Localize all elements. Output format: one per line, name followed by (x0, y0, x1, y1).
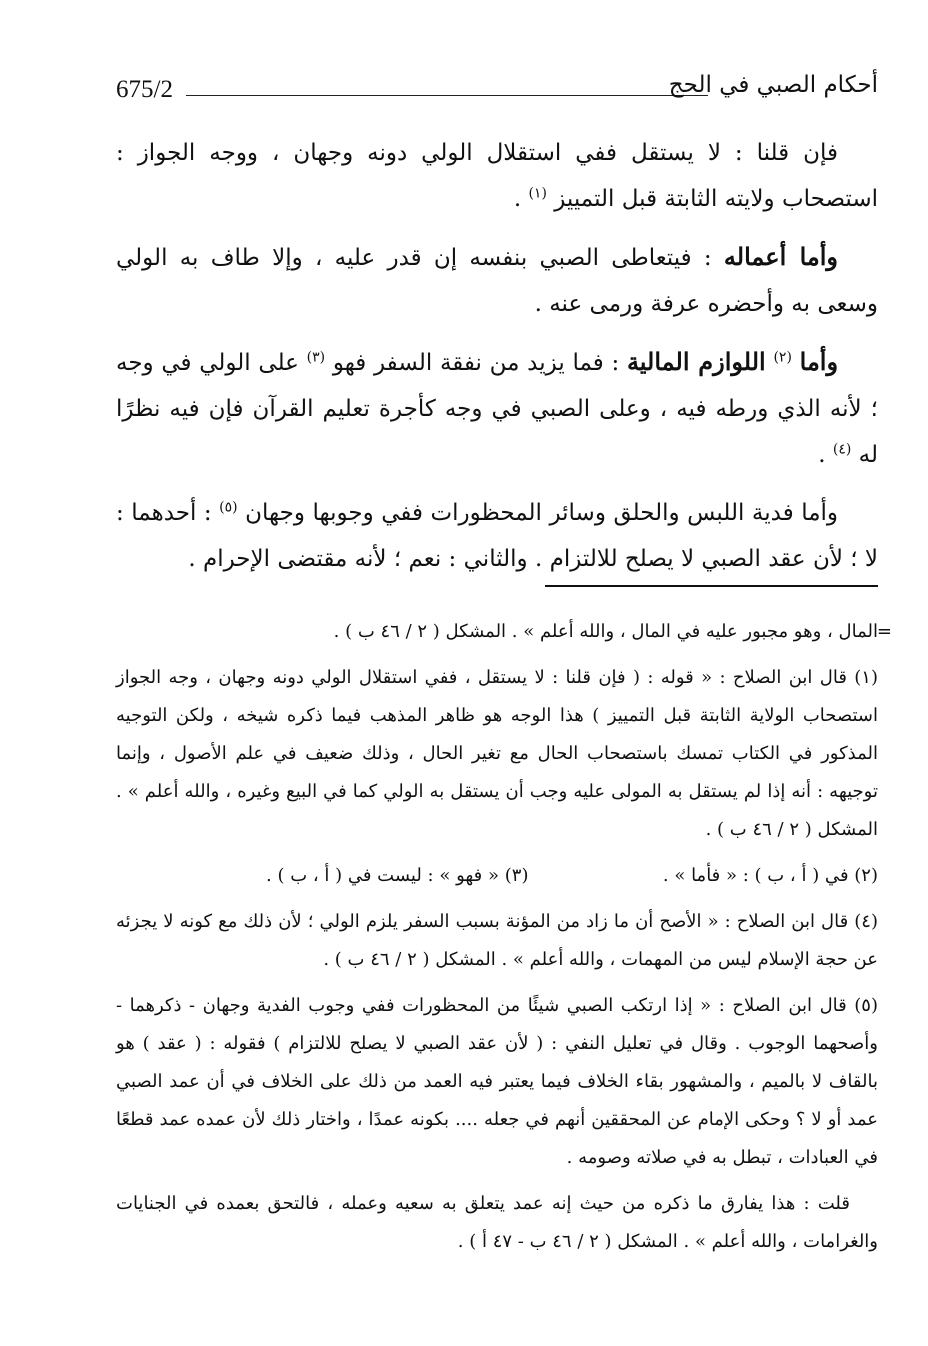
footnote-5: (٥) قال ابن الصلاح : « إذا ارتكب الصبي شيئًا من المحظورات ففي وجوب الفدية وجهان - ذكرهما - وأصحهما الوجوب . وقال في تعليل النفي : ( لأن عقد الصبي لا يصلح للالتزام ) فقوله : ( عقد ) هو بالقاف لا بالميم ، والمشهور بقاء الخلاف فيما يعتبر فيه العمد من ذلك على الخلاف في أن عمد الصبي عمد أو لا ؟ وحكى الإمام عن المحققين أنهم في جعله .... بكونه عمدًا ، واختار ذلك لأن عمده عمد قطعًا في العبادات ، تبطل به في صلاته وصومه . (116, 995, 878, 1168)
paragraph-2-heading: وأما أعماله (723, 242, 838, 271)
footnote-ref-2: (٢) (773, 349, 792, 366)
paragraph-2-text: : فيتعاطى الصبي بنفسه إن قدر عليه ، وإلا طاف به الولي وسعى به وأحضره عرفة ورمى عنه . (116, 245, 878, 317)
footnotes-2-3 (116, 857, 878, 895)
footnote-4: (٤) قال ابن الصلاح : « الأصح أن ما زاد من المؤنة بسبب السفر يلزم الولي ؛ لأن ذلك مع كونه لا يجزئه عن حجة الإسلام ليس من المهمات ، والله أعلم » . المشكل ( ٢ / ٤٦ ب ) . (116, 911, 878, 970)
footnote-3: (٣) « فهو » : ليست في ( أ ، ب ) . (266, 865, 529, 886)
chapter-title: أحكام الصبي في الحج (668, 72, 878, 98)
footnote-ref-5: (٥) (219, 499, 238, 516)
footnotes (116, 613, 892, 1269)
footnote-ref-3: (٣) (306, 349, 326, 366)
paragraph-4-text-b: : أحدهما : لا ؛ لأن عقد الصبي لا يصلح للالتزام . والثاني : نعم ؛ لأنه مقتضى الإحرام . (116, 500, 878, 572)
paragraph-1 (116, 130, 878, 222)
paragraph-4 (116, 490, 878, 582)
footnote-ref-4: (٤) (832, 441, 852, 458)
continuation-marker: = (876, 621, 892, 642)
footnote-2: (٢) في ( أ ، ب ) : « فأما » . (662, 865, 878, 886)
paragraph-3-text-b: على الولي في وجه ؛ لأنه الذي ورطه فيه ، وعلى الصبي في وجه كأجرة تعليم القرآن فإن فيه نظرًا له (116, 350, 878, 468)
paragraph-1-end: . (513, 186, 522, 212)
paragraph-4-text-a: وأما فدية اللبس والحلق وسائر المحظورات ففي وجوبها وجهان (245, 500, 839, 526)
footnote-separator (545, 585, 878, 587)
running-header (116, 70, 878, 110)
paragraph-3-end: . (818, 442, 826, 468)
paragraph-3-text-a: : فما يزيد من نفقة السفر فهو (332, 350, 620, 376)
paragraph-3 (116, 339, 878, 478)
main-text (116, 130, 878, 594)
paragraph-1-text: فإن قلنا : لا يستقل ففي استقلال الولي دونه وجهان ، ووجه الجواز : استصحاب ولايته الثابتة قبل التمييز (116, 140, 878, 212)
footnote-5-note: قلت : هذا يفارق ما ذكره من حيث إنه عمد يتعلق به سعيه وعمله ، فالتحق بعمده في الجنايات والغرامات ، والله أعلم » . المشكل ( ٢ / ٤٦ ب - ٤٧ أ ) . (116, 1193, 878, 1252)
footnote-continuation-text: المال ، وهو مجبور عليه في المال ، والله أعلم » . المشكل ( ٢ / ٤٦ ب ) . (333, 621, 878, 642)
footnote-1: (١) قال ابن الصلاح : « قوله : ( فإن قلنا : لا يستقل ، ففي استقلال الولي دونه وجهان ، وجه الجواز استصحاب الولاية الثابتة قبل التمييز ) هذا الوجه هو ظاهر المذهب فيما ذكره شيخه ، ولكن التوجيه المذكور في الكتاب تمسك باستصحاب الحال مع تغير الحال ، وذلك ضعيف في علم الأصول ، وإنما توجيهه : أنه إذا لم يستقل به المولى عليه وجب أن يستقل به الولي كما في البيع وغيره ، والله أعلم » . المشكل ( ٢ / ٤٦ ب ) . (116, 667, 878, 840)
page-number: 675/2 (116, 76, 173, 103)
paragraph-3-heading-a: وأما (799, 347, 839, 376)
header-rule (186, 95, 708, 96)
footnote-continuation (116, 613, 892, 651)
footnote-ref-1: (١) (528, 185, 547, 202)
paragraph-3-heading-b: اللوازم المالية (626, 347, 766, 376)
paragraph-2 (116, 234, 878, 327)
